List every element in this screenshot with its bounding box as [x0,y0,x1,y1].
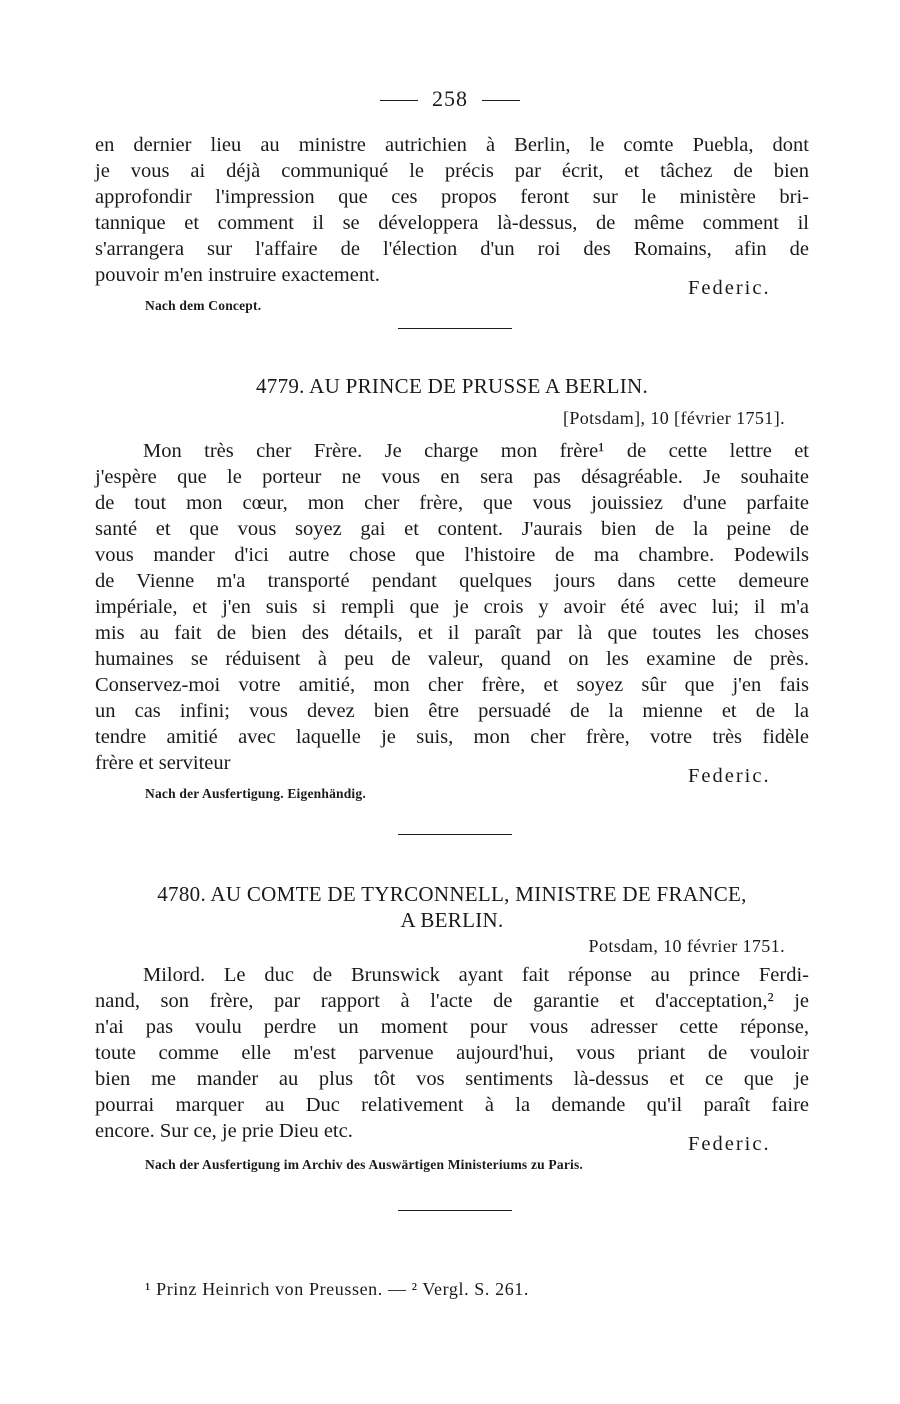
header-dash-right [482,100,520,101]
signature: Federic. [688,765,771,787]
text-line: un cas infini; vous devez bien être persuadé de la mienne et de la [95,700,809,722]
header-dash-left [380,100,418,101]
text-line: bien me mander au plus tôt vos sentiments là-dessus et ce que je [95,1068,809,1090]
dateline: Potsdam, 10 février 1751. [588,936,785,956]
text-line: frère et serviteur [95,752,231,774]
text-line: humaines se réduisent à peu de valeur, quand on les examine de près. [95,648,809,670]
text-line: de Vienne m'a transporté pendant quelques jours dans cette demeure [95,570,809,592]
text-line: pouvoir m'en instruire exactement. [95,264,380,286]
page-number: 258 [432,86,468,111]
letter-heading-continued: A BERLIN. [400,908,504,932]
source-note: Nach der Ausfertigung im Archiv des Auswärtigen Ministeriums zu Paris. [145,1157,583,1172]
letter-body [95,438,809,776]
text-line: de tout mon cœur, mon cher frère, que vous jouissiez d'une parfaite [95,492,809,514]
text-line: vous mander d'ici autre chose que l'histoire de ma chambre. Podewils [95,544,809,566]
text-line: Conservez-moi votre amitié, mon cher frère, et soyez sûr que j'en fais [95,674,809,696]
source-note: Nach dem Concept. [145,298,262,313]
text-line: impériale, et j'en suis si rempli que je crois y avoir été avec lui; il m'a [95,596,809,618]
text-line: tannique et comment il se développera là-dessus, de même comment il [95,212,809,234]
text-line: tendre amitié avec laquelle je suis, mon cher frère, votre très fidèle [95,726,809,748]
text-line: en dernier lieu au ministre autrichien à Berlin, le comte Puebla, dont [95,134,809,156]
section-divider [398,328,512,329]
section-divider [398,834,512,835]
text-line: je vous ai déjà communiqué le précis par écrit, et tâchez de bien [95,160,809,182]
top-letter-body [95,132,809,288]
text-line: j'espère que le porteur ne vous en sera pas désagréable. Je souhaite [95,466,809,488]
text-line: nand, son frère, par rapport à l'acte de garantie et d'acceptation,² je [95,990,809,1012]
text-line: mis au fait de bien des détails, et il paraît par là que toutes les choses [95,622,809,644]
text-line: pourrai marquer au Duc relativement à la demande qu'il paraît faire [95,1094,809,1116]
signature: Federic. [688,277,771,299]
text-line: santé et que vous soyez gai et content. J'aurais bien de la peine de [95,518,809,540]
text-line: Mon très cher Frère. Je charge mon frère¹ de cette lettre et [143,440,809,462]
page-header [0,86,900,112]
signature: Federic. [688,1133,771,1155]
text-line: n'ai pas voulu perdre un moment pour vous adresser cette réponse, [95,1016,809,1038]
section-divider [398,1210,512,1211]
text-line: encore. Sur ce, je prie Dieu etc. [95,1120,353,1142]
text-line: s'arrangera sur l'affaire de l'élection d'un roi des Romains, afin de [95,238,809,260]
text-line: Milord. Le duc de Brunswick ayant fait réponse au prince Ferdi- [143,964,809,986]
source-note: Nach der Ausfertigung. Eigenhändig. [145,786,366,801]
letter-heading: 4780. AU COMTE DE TYRCONNELL, MINISTRE DE FRANCE, [157,882,747,906]
dateline: [Potsdam], 10 [février 1751]. [562,408,785,428]
text-line: approfondir l'impression que ces propos feront sur le ministère bri- [95,186,809,208]
footnotes: ¹ Prinz Heinrich von Preussen. — ² Vergl. S. 261. [145,1279,530,1299]
letter-heading: 4779. AU PRINCE DE PRUSSE A BERLIN. [255,374,649,398]
letter-body [95,962,809,1144]
text-line: toute comme elle m'est parvenue aujourd'hui, vous priant de vouloir [95,1042,809,1064]
